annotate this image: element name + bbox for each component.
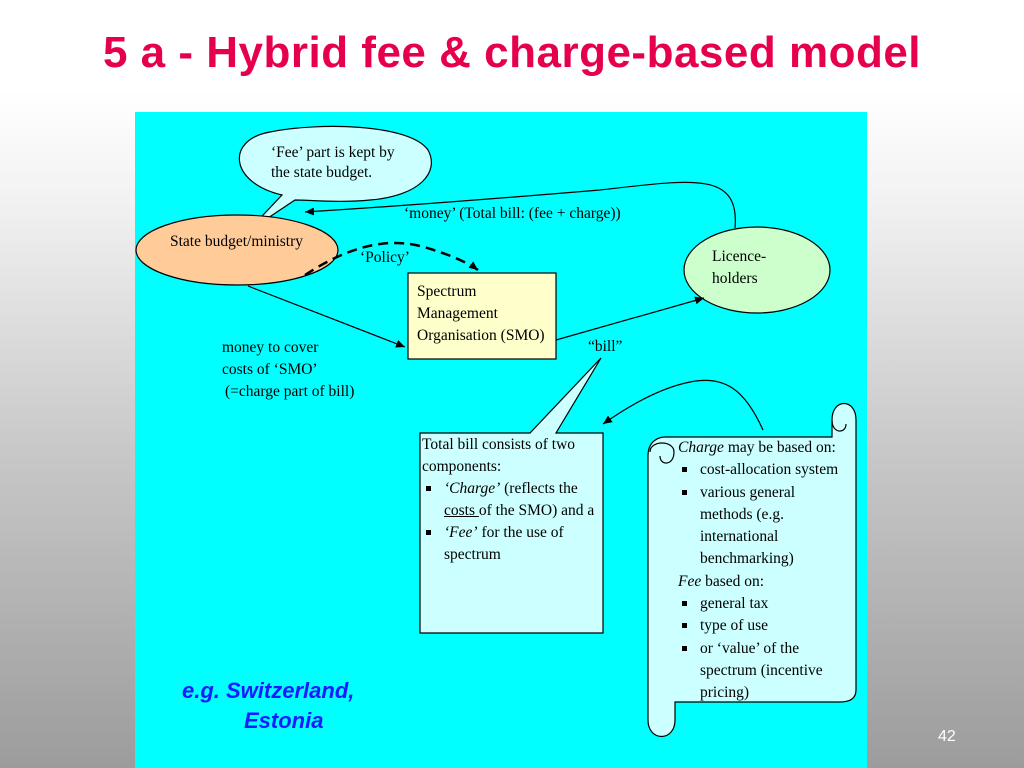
fee-heading <box>678 571 848 593</box>
total-bill-item-charge <box>422 478 602 522</box>
charge-item-line: methods (e.g. <box>700 505 784 523</box>
fee-heading-rest: based on: <box>701 572 765 590</box>
fee-term: ‘Fee’ <box>444 524 478 541</box>
money-cover-label <box>222 337 354 403</box>
fee-item-line: or ‘value’ of the <box>700 639 800 657</box>
charge-item-line: various general <box>700 483 796 501</box>
slide-title: 5 a - Hybrid fee & charge-based model <box>102 28 922 77</box>
charge-heading-rest: may be based on: <box>723 439 836 456</box>
charge-desc-2: of the SMO) and a <box>478 502 595 519</box>
fee-item <box>678 638 848 705</box>
state-budget-label: State budget/ministry <box>170 233 304 250</box>
example-line1: e.g. Switzerland, <box>182 678 355 703</box>
bill-label: “bill” <box>588 338 623 355</box>
licence-holders-line1: Licence- <box>712 248 767 265</box>
charge-heading <box>678 437 848 459</box>
bill-arrow <box>556 298 704 340</box>
fee-desc-2: spectrum <box>444 546 501 563</box>
licence-holders-line2: holders <box>712 270 758 287</box>
smo-line1: Spectrum <box>417 283 477 300</box>
money-cover-line1: money to cover <box>222 339 319 356</box>
money-cover-line3: (=charge part of bill) <box>225 383 355 400</box>
total-bill-text <box>422 434 602 566</box>
charge-desc: (reflects the <box>500 480 578 497</box>
smo-line2: Management <box>417 305 498 322</box>
scroll-text <box>678 437 848 705</box>
fee-desc: for the use of <box>477 524 564 541</box>
fee-callout-text <box>271 143 395 183</box>
policy-label: ‘Policy’ <box>360 249 410 266</box>
fee-item: general tax <box>678 593 848 615</box>
charge-item-line: international <box>700 528 779 546</box>
fee-item: type of use <box>678 615 848 637</box>
money-cover-line2: costs of ‘SMO’ <box>222 361 318 378</box>
costs-term: costs <box>444 502 479 519</box>
charge-item: cost-allocation system <box>678 459 848 481</box>
smo-label <box>417 281 545 347</box>
fee-item-line: spectrum (incentive <box>700 661 823 679</box>
page-number: 42 <box>938 728 956 745</box>
fee-callout-line2: the state budget. <box>271 164 373 181</box>
total-bill-intro-line2: components: <box>422 458 502 475</box>
fee-heading-em: Fee <box>678 572 702 590</box>
charge-heading-em: Charge <box>678 439 724 456</box>
charge-term: ‘Charge’ <box>444 480 501 497</box>
example-line2: Estonia <box>244 708 324 733</box>
total-bill-item-fee <box>422 522 602 566</box>
money-label: ‘money’ (Total bill: (fee + charge)) <box>404 205 621 222</box>
charge-item-line: benchmarking) <box>700 550 794 568</box>
charge-item <box>678 482 848 571</box>
smo-line3: Organisation (SMO) <box>417 327 545 344</box>
fee-callout-line1: ‘Fee’ part is kept by <box>271 144 395 161</box>
total-bill-intro-line1: Total bill consists of two <box>422 436 576 453</box>
example-countries <box>182 676 442 736</box>
fee-item-line: pricing) <box>700 684 750 702</box>
licence-holders-label <box>712 246 766 290</box>
scroll-arrow <box>603 380 763 430</box>
